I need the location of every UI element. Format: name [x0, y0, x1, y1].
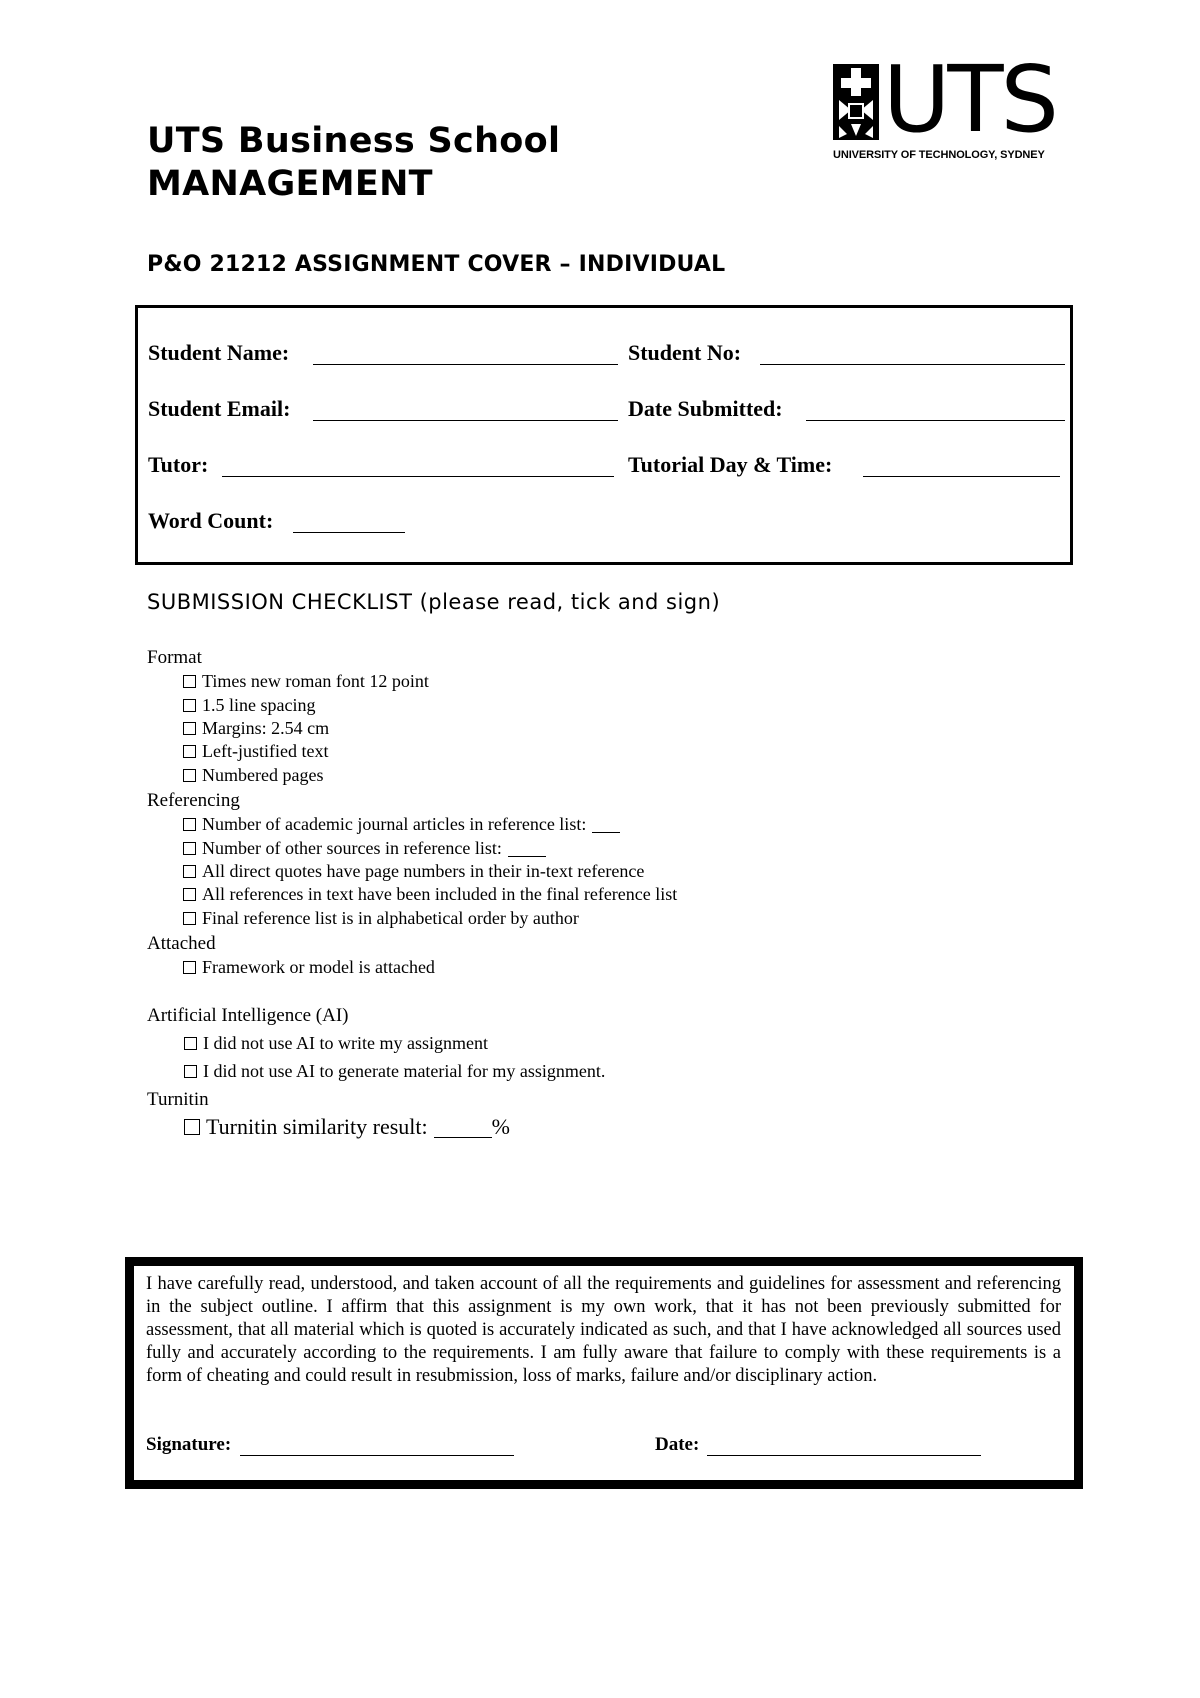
turnitin-heading: Turnitin: [147, 1089, 209, 1110]
format-heading: Format: [147, 647, 202, 668]
checkbox[interactable]: [183, 745, 196, 758]
word-count-field[interactable]: [293, 532, 405, 533]
attached-heading: Attached: [147, 933, 216, 954]
checkbox[interactable]: [184, 1037, 197, 1050]
format-item[interactable]: Numbered pages: [183, 765, 323, 786]
format-item[interactable]: Margins: 2.54 cm: [183, 718, 329, 739]
logo-wordmark: UTS: [883, 46, 1056, 153]
journal-count-field[interactable]: [592, 816, 620, 833]
tutor-field[interactable]: [222, 476, 614, 477]
student-email-field[interactable]: [313, 420, 618, 421]
declaration-text: I have carefully read, understood, and taken account of all the requirements and guidelines for assessment and referencing in the subject outline. I affirm that this assignment is my own work, that it has not been previously submitted for assessment, that all material which is quoted is accurately indicated as such, and that I have acknowledged all sources used fully and accurately according to the requirements. I am fully aware that failure to comply with these requirements is a form of cheating and could result in resubmission, loss of marks, failure and/or disciplinary action.: [146, 1274, 1061, 1386]
student-no-field[interactable]: [760, 364, 1065, 365]
date-submitted-label: Date Submitted:: [628, 396, 783, 421]
referencing-item[interactable]: Number of academic journal articles in reference list:: [183, 814, 620, 835]
referencing-item[interactable]: All direct quotes have page numbers in their in-text reference: [183, 861, 644, 882]
referencing-item[interactable]: All references in text have been included in the final reference list: [183, 884, 677, 905]
cover-title: P&O 21212 ASSIGNMENT COVER – INDIVIDUAL: [147, 252, 726, 277]
turnitin-result-field[interactable]: [434, 1117, 492, 1138]
school-name: UTS Business School: [147, 121, 561, 161]
date-submitted-field[interactable]: [806, 420, 1065, 421]
ai-item[interactable]: I did not use AI to write my assignment: [184, 1033, 488, 1054]
referencing-item[interactable]: Number of other sources in reference list:: [183, 838, 546, 859]
ai-heading: Artificial Intelligence (AI): [147, 1005, 349, 1026]
checklist-title: SUBMISSION CHECKLIST (please read, tick and sign): [147, 590, 721, 614]
date-field[interactable]: [707, 1455, 981, 1456]
date-label: Date:: [655, 1434, 700, 1455]
attached-item[interactable]: Framework or model is attached: [183, 957, 435, 978]
student-no-label: Student No:: [628, 340, 742, 365]
word-count-label: Word Count:: [148, 508, 274, 533]
turnitin-item[interactable]: Turnitin similarity result: %: [184, 1114, 510, 1140]
ai-item[interactable]: I did not use AI to generate material for my assignment.: [184, 1061, 605, 1082]
student-name-label: Student Name:: [148, 340, 290, 365]
declaration-box: [125, 1257, 1083, 1489]
tutorial-day-time-field[interactable]: [863, 476, 1060, 477]
checkbox[interactable]: [184, 1065, 197, 1078]
referencing-item[interactable]: Final reference list is in alphabetical order by author: [183, 908, 579, 929]
checkbox[interactable]: [183, 842, 196, 855]
checkbox[interactable]: [183, 818, 196, 831]
uts-logo: [833, 46, 1063, 166]
uts-crest-icon: [833, 64, 879, 140]
referencing-heading: Referencing: [147, 790, 240, 811]
checkbox[interactable]: [183, 961, 196, 974]
checkbox[interactable]: [183, 865, 196, 878]
checkbox[interactable]: [183, 722, 196, 735]
tutor-label: Tutor:: [148, 452, 209, 477]
signature-label: Signature:: [146, 1434, 232, 1455]
student-details-box: [135, 305, 1073, 565]
checkbox[interactable]: [184, 1119, 200, 1135]
student-email-label: Student Email:: [148, 396, 291, 421]
checkbox[interactable]: [183, 769, 196, 782]
checkbox[interactable]: [183, 888, 196, 901]
logo-subtitle: UNIVERSITY OF TECHNOLOGY, SYDNEY: [833, 149, 1045, 161]
checkbox[interactable]: [183, 912, 196, 925]
other-sources-count-field[interactable]: [508, 840, 546, 857]
signature-field[interactable]: [240, 1455, 514, 1456]
format-item[interactable]: Left-justified text: [183, 741, 328, 762]
format-item[interactable]: Times new roman font 12 point: [183, 671, 429, 692]
student-name-field[interactable]: [313, 364, 618, 365]
school-heading: [147, 120, 560, 206]
department-name: MANAGEMENT: [147, 164, 433, 204]
percent-sign: %: [491, 1114, 510, 1139]
tutorial-day-time-label: Tutorial Day & Time:: [628, 452, 833, 477]
checkbox[interactable]: [183, 699, 196, 712]
format-item[interactable]: 1.5 line spacing: [183, 695, 315, 716]
checkbox[interactable]: [183, 675, 196, 688]
